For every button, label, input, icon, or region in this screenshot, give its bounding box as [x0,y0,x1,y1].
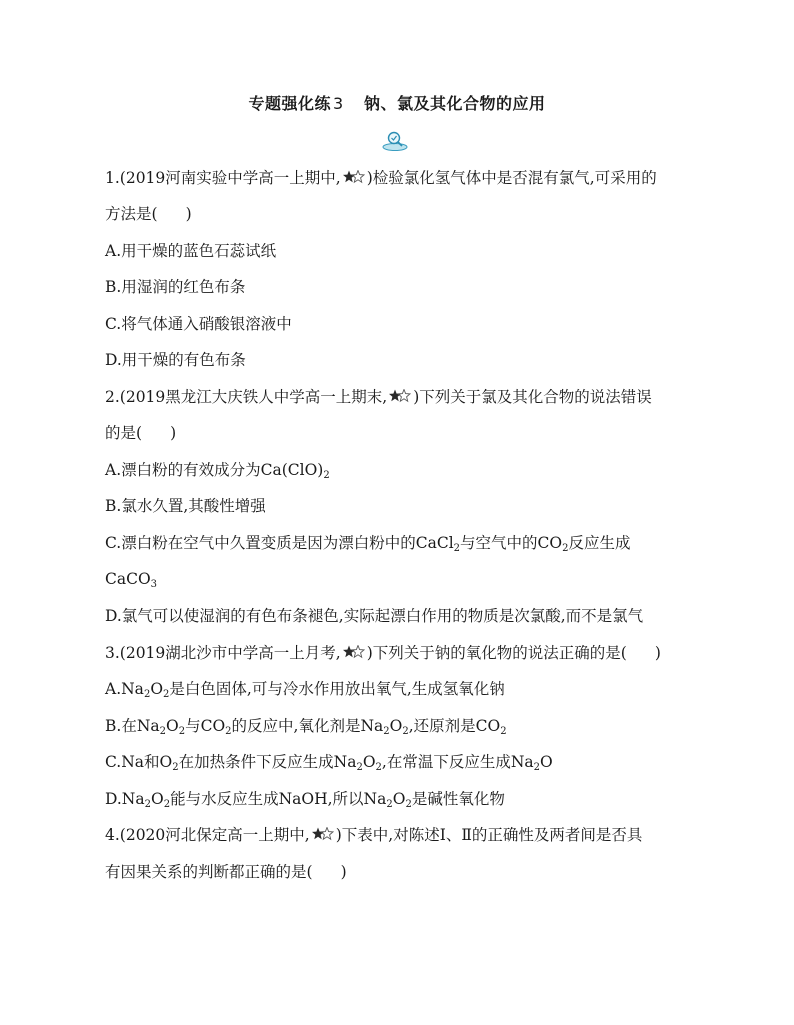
q3-option-c: C.Na和$O_2$在加热条件下反应生成$Na_2O_2$,在常温下反应生成$Na_2O$ [105,753,553,773]
q1-option-c: C.将气体通入硝酸银溶液中 [105,315,292,333]
q1-option-b: B.用湿润的红色布条 [105,278,246,296]
page-title [0,91,794,114]
question-2-stem-cont: 的是( ) [105,424,177,442]
star-icon [343,170,365,184]
q2-option-a: A.漂白粉的有效成分为$Ca(ClO)_2$ [105,461,330,481]
q3-option-b: B.在$Na_2O_2$与$CO_2$的反应中,氧化剂是$Na_2O_2$,还原剂是$CO_2$ [105,717,507,737]
q1-option-d: D.用干燥的有色布条 [105,351,246,369]
q3-option-d: $D.Na_2O_2$能与水反应生成NaOH,所以$Na_2O_2$是碱性氧化物 [105,790,505,810]
q3-option-a: $A.Na_2O_2$是白色固体,可与冷水作用放出氧气,生成氢氧化钠 [105,680,505,700]
question-1-stem-cont: 方法是( ) [105,205,192,223]
q1-option-a: A.用干燥的蓝色石蕊试纸 [105,242,277,260]
title-number: 3 [333,94,344,113]
title-text: 钠、氯及其化合物的应用 [363,94,546,113]
question-4-stem-cont: 有因果关系的判断都正确的是( ) [105,863,347,881]
q2-option-c: C.漂白粉在空气中久置变质是因为漂白粉中的CaCl$_2$与空气中的$CO_2$反应生成 [105,534,631,554]
question-3-stem: 3.(2019湖北沙市中学高一上月考, )下列关于钠的氧化物的说法正确的是( ) [105,644,661,662]
star-icon [389,389,411,403]
q2-option-c-cont: CaCO$_3$ [105,570,158,590]
magnifier-book-icon [382,130,408,152]
question-4-stem: 4.(2020河北保定高一上期中, )下表中,对陈述Ⅰ、Ⅱ的正确性及两者间是否具 [105,826,643,844]
star-icon [343,645,365,659]
title-prefix: 专题强化练 [248,94,332,113]
q2-option-b: B.氯水久置,其酸性增强 [105,497,266,515]
question-1-stem: 1.(2019河南实验中学高一上期中, )检验氯化氢气体中是否混有氯气,可采用的 [105,169,657,187]
q2-option-d: D.氯气可以使湿润的有色布条褪色,实际起漂白作用的物质是次氯酸,而不是氯气 [105,607,644,625]
star-icon [312,827,334,841]
question-2-stem: 2.(2019黑龙江大庆铁人中学高一上期末, )下列关于氯及其化合物的说法错误 [105,388,652,406]
